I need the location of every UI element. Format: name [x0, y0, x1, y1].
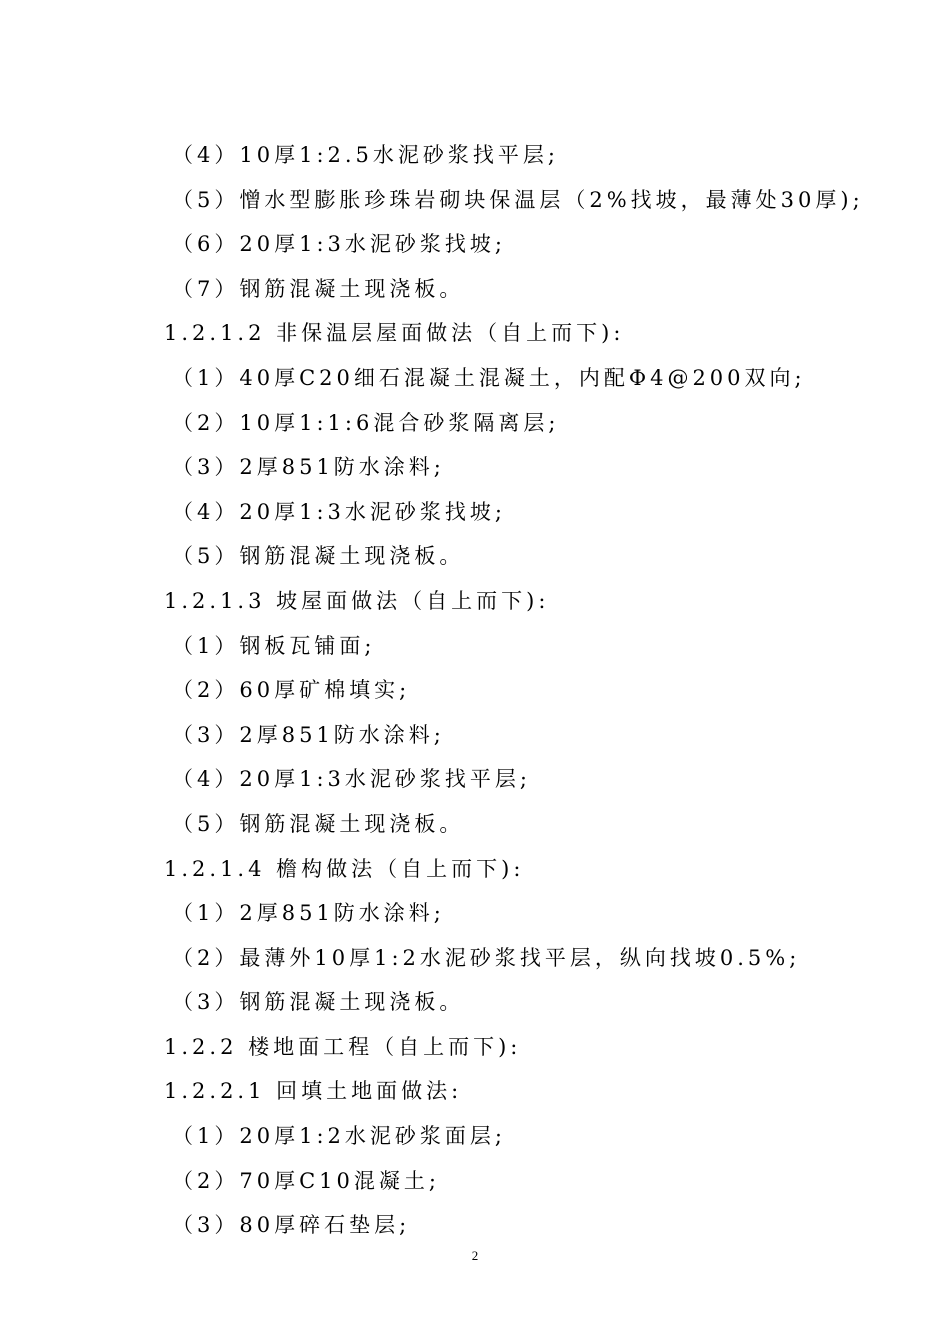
text-line: （1）2厚851防水涂料; [172, 901, 445, 926]
text-line: （3）钢筋混凝土现浇板。 [172, 990, 465, 1015]
text-line: （3）2厚851防水涂料; [172, 722, 445, 747]
text-line: （5）憎水型膨胀珍珠岩砌块保温层（2%找坡，最薄处30厚); [172, 187, 864, 212]
section-heading: 1.2.1.3 坡屋面做法（自上而下): [164, 588, 550, 613]
text-line: （4）20厚1:3水泥砂浆找坡; [172, 499, 506, 524]
text-line: （5）钢筋混凝土现浇板。 [172, 544, 465, 569]
page-number: 2 [471, 1248, 479, 1263]
text-line: （2）70厚C10混凝土; [172, 1168, 440, 1193]
section-heading: 1.2.2 楼地面工程（自上而下): [164, 1034, 522, 1059]
text-line: （2）最薄外10厚1:2水泥砂浆找平层，纵向找坡0.5%; [172, 945, 801, 970]
text-line: （3）80厚碎石垫层; [172, 1213, 411, 1238]
text-line: （3）2厚851防水涂料; [172, 455, 445, 480]
text-line: （7）钢筋混凝土现浇板。 [172, 276, 465, 301]
text-line: （6）20厚1:3水泥砂浆找坡; [172, 232, 506, 257]
text-line: （2）60厚矿棉填实; [172, 678, 411, 703]
text-line: （1）40厚C20细石混凝土混凝土，内配Φ4@200双向; [172, 365, 806, 390]
text-line: （4）10厚1:2.5水泥砂浆找平层; [172, 143, 559, 167]
section-heading: 1.2.1.2 非保温层屋面做法（自上而下): [164, 321, 625, 346]
text-line: （5）钢筋混凝土现浇板。 [172, 811, 465, 836]
text-line: （1）钢板瓦铺面; [172, 633, 376, 658]
text-line: （2）10厚1:1:6混合砂浆隔离层; [172, 410, 560, 435]
text-line: （1）20厚1:2水泥砂浆面层; [172, 1124, 506, 1149]
section-heading: 1.2.2.1 回填土地面做法: [164, 1079, 463, 1104]
section-heading: 1.2.1.4 檐构做法（自上而下): [164, 856, 525, 881]
text-line: （4）20厚1:3水泥砂浆找平层; [172, 767, 531, 792]
document-body [164, 133, 884, 1248]
